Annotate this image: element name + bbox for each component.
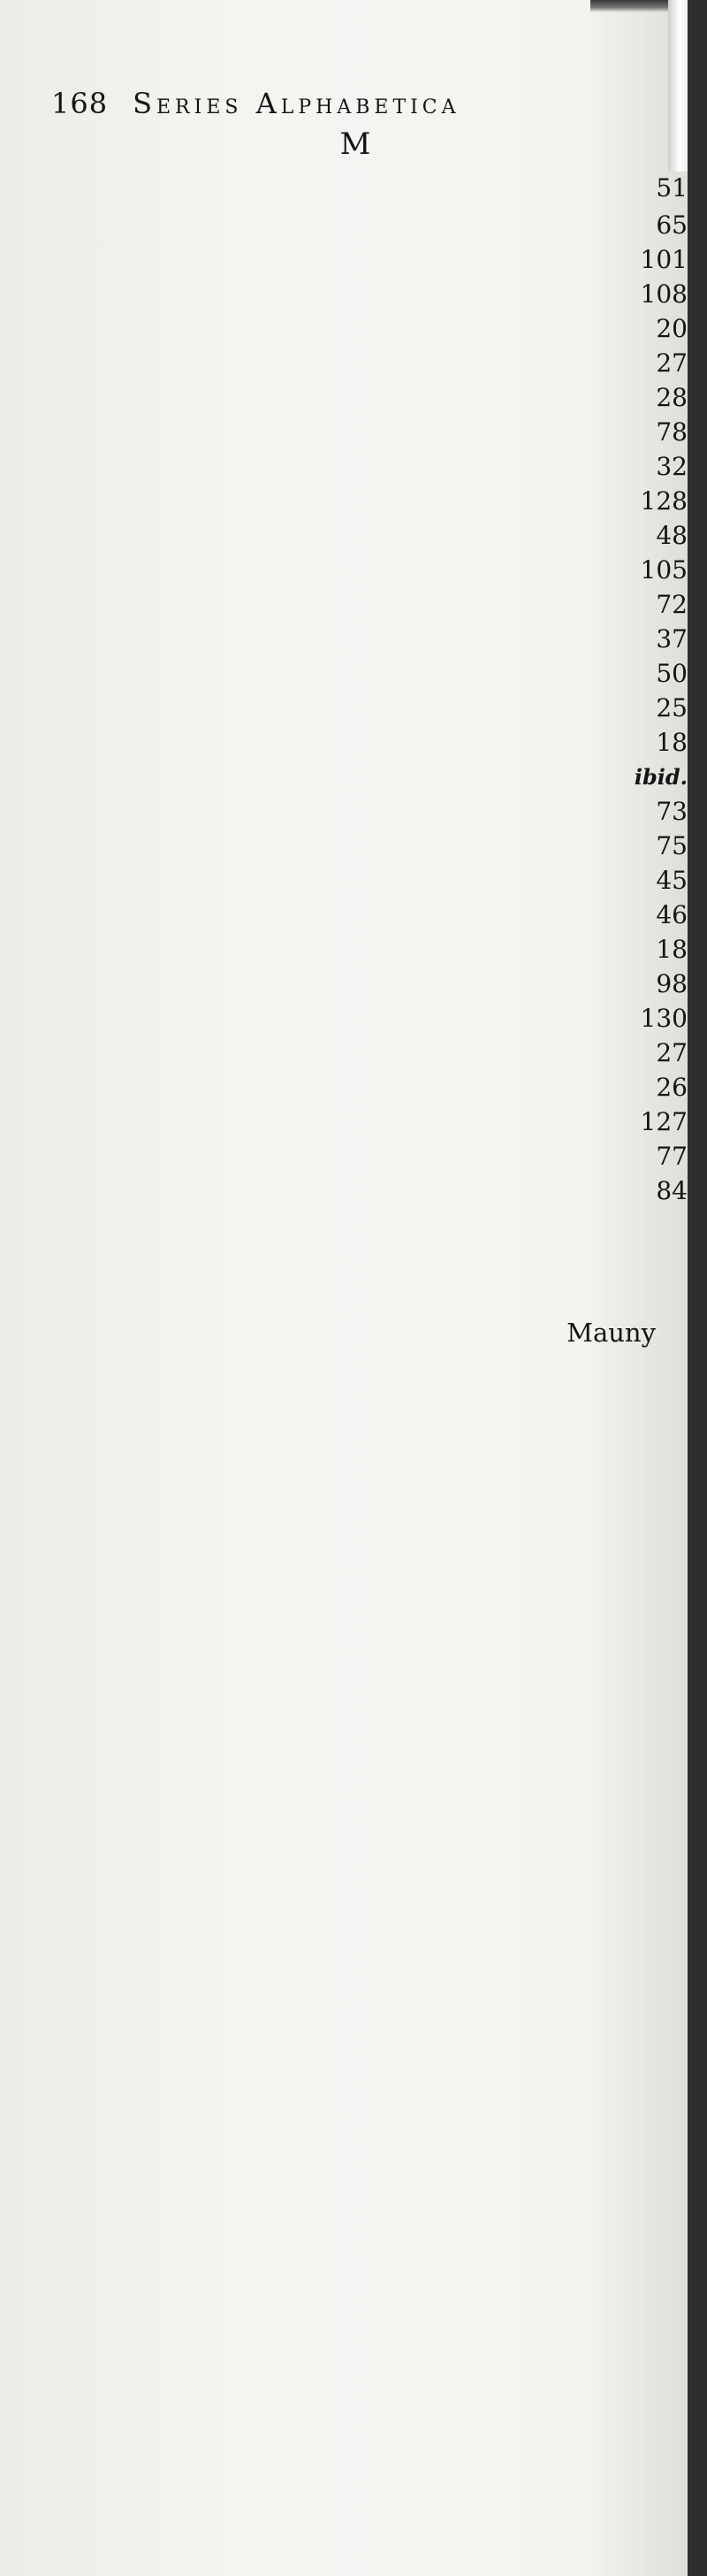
index-entry xyxy=(0,450,688,484)
section-letter: M xyxy=(339,126,371,162)
entry-page-number: 50 xyxy=(0,657,688,2059)
index-entry xyxy=(0,623,688,656)
entry-page-number: 27 xyxy=(0,347,688,1748)
index-entry xyxy=(0,864,688,898)
entry-page-number: 101 xyxy=(0,243,688,1645)
index-entry xyxy=(0,795,688,829)
index-entry xyxy=(0,829,688,863)
index-entry xyxy=(0,933,688,967)
entry-page-number: 105 xyxy=(0,554,688,1955)
entry-page-number: 18 xyxy=(0,933,688,2335)
index-entry xyxy=(0,692,688,725)
entry-page-number: 20 xyxy=(0,312,688,1714)
entry-page-number: 98 xyxy=(0,967,688,2369)
index-entry xyxy=(0,761,688,794)
running-title: Series Alphabetica xyxy=(133,87,460,120)
index-entry xyxy=(0,588,688,622)
entry-page-number: 28 xyxy=(0,381,688,1783)
index-entry xyxy=(0,347,688,380)
index-entry xyxy=(0,209,688,242)
entry-page-number: 48 xyxy=(0,519,688,1921)
index-entry xyxy=(0,1071,688,1105)
entry-page-number: 32 xyxy=(0,450,688,1852)
entry-page-number: 51 xyxy=(0,172,688,1573)
index-entry xyxy=(0,312,688,346)
index-entry xyxy=(0,967,688,1001)
entry-page-number: 26 xyxy=(0,1071,688,2473)
entry-page-number: 77 xyxy=(0,1140,688,2542)
entry-page-number: 75 xyxy=(0,829,688,2231)
index-entry-first xyxy=(0,172,688,205)
index-entry xyxy=(0,1174,688,1208)
index-entry xyxy=(0,381,688,415)
index-entry xyxy=(0,898,688,932)
index-entry xyxy=(0,1105,688,1139)
entry-page-number: 84 xyxy=(0,1174,688,2576)
entry-page-number: 27 xyxy=(0,1036,688,2438)
entry-page-number: 128 xyxy=(0,485,688,1886)
index-entry xyxy=(0,416,688,449)
entry-page-number: 18 xyxy=(0,726,688,2128)
index-entry xyxy=(0,278,688,311)
entry-page-number: 65 xyxy=(0,209,688,1610)
entry-page-number: 108 xyxy=(0,278,688,1679)
index-entry xyxy=(0,726,688,760)
catchword: Mauny xyxy=(566,1318,656,1348)
entry-page-number: 25 xyxy=(0,692,688,2093)
entry-page-number: 46 xyxy=(0,898,688,2300)
index-entry xyxy=(0,519,688,553)
entry-page-number: 127 xyxy=(0,1105,688,2507)
entry-page-number: 37 xyxy=(0,623,688,2024)
index-entry xyxy=(0,485,688,518)
index-entry xyxy=(0,1002,688,1036)
index-entry xyxy=(0,1036,688,1070)
index-entry xyxy=(0,554,688,587)
entry-page-number: 73 xyxy=(0,795,688,2197)
index-entry xyxy=(0,657,688,691)
index-entry xyxy=(0,243,688,277)
index-entry xyxy=(0,1140,688,1173)
entry-page-number: 45 xyxy=(0,864,688,2266)
entry-page-number: 72 xyxy=(0,588,688,1990)
page-number: 168 xyxy=(51,87,109,120)
entry-page-number: 130 xyxy=(0,1002,688,2404)
entry-page-number: 78 xyxy=(0,416,688,1817)
entry-page-number: ibid. xyxy=(0,761,688,2162)
